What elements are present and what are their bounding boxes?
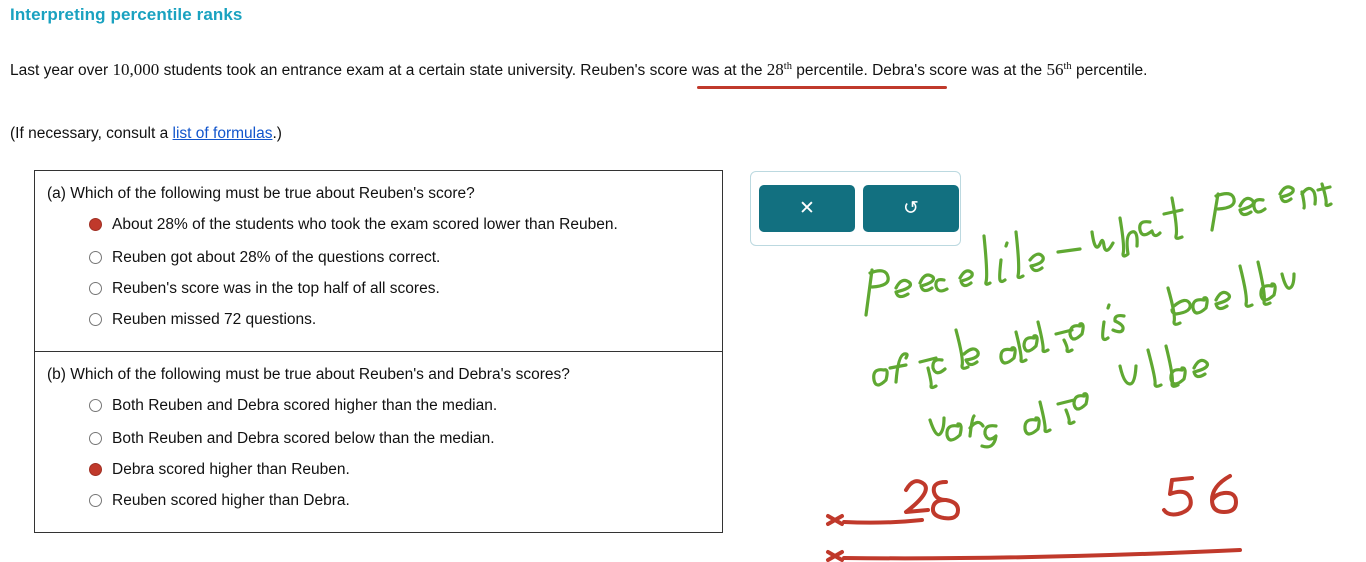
choice-b-1-label: Both Reuben and Debra scored higher than the median. <box>112 396 498 414</box>
question-a-choices <box>47 209 706 335</box>
stem-text-1: Last year over <box>10 62 113 80</box>
question-b-text: Which of the following must be true about Reuben's and Debra's scores? <box>70 366 570 383</box>
choice-b-4-label: Reuben scored higher than Debra. <box>112 491 350 509</box>
formula-note <box>10 125 282 143</box>
choice-a-4[interactable] <box>89 304 706 335</box>
question-a-prompt <box>47 185 706 203</box>
choice-a-2[interactable] <box>89 242 706 273</box>
radio-icon[interactable] <box>89 251 102 264</box>
stem-text-2: students took an entrance exam at a certain state university. Reuben's score was at the <box>159 62 767 80</box>
formula-note-before: (If necessary, consult a <box>10 125 173 142</box>
stem-number-debra: 56 <box>1046 60 1064 80</box>
stem-ordinal-1: th <box>783 61 792 72</box>
stem-number-reuben: 28 <box>766 60 784 80</box>
radio-icon[interactable] <box>89 282 102 295</box>
radio-icon[interactable] <box>89 494 102 507</box>
undo-icon: ↺ <box>903 198 919 219</box>
stem-ordinal-2: th <box>1063 61 1072 72</box>
choice-a-3[interactable] <box>89 273 706 304</box>
page-title: Interpreting percentile ranks <box>10 5 243 24</box>
radio-icon[interactable] <box>89 432 102 445</box>
list-of-formulas-link[interactable]: list of formulas <box>172 125 273 142</box>
choice-b-2-label: Both Reuben and Debra scored below than the median. <box>112 429 495 447</box>
question-b-choices <box>47 390 706 516</box>
stem-text-3: percentile. Debra's score was at the <box>791 62 1047 80</box>
radio-icon[interactable] <box>89 218 102 231</box>
question-b <box>35 351 722 532</box>
choice-a-1[interactable] <box>89 209 706 240</box>
choice-a-3-label: Reuben's score was in the top half of all scores. <box>112 279 440 297</box>
choice-a-1-label: About 28% of the students who took the exam scored lower than Reuben. <box>112 215 618 233</box>
scratchpad-toolbar <box>750 171 961 246</box>
choice-b-3[interactable] <box>89 454 706 485</box>
question-b-label: (b) <box>47 366 66 383</box>
radio-icon[interactable] <box>89 399 102 412</box>
question-a <box>35 171 722 351</box>
choice-b-3-label: Debra scored higher than Reuben. <box>112 460 350 478</box>
stem-number-total: 10,000 <box>112 60 160 80</box>
question-b-prompt <box>47 366 706 384</box>
close-icon: ✕ <box>799 198 815 219</box>
radio-icon[interactable] <box>89 463 102 476</box>
radio-icon[interactable] <box>89 313 102 326</box>
stem-text-4: percentile. <box>1071 62 1148 80</box>
choice-b-4[interactable] <box>89 485 706 516</box>
choice-b-2[interactable] <box>89 423 706 454</box>
questions-container <box>34 170 723 533</box>
formula-note-after: .) <box>272 125 282 142</box>
red-underline-annotation <box>697 86 947 89</box>
undo-button[interactable] <box>863 185 959 232</box>
choice-b-1[interactable] <box>89 390 706 421</box>
question-a-text: Which of the following must be true about Reuben's score? <box>70 185 475 202</box>
problem-statement <box>10 52 1340 86</box>
choice-a-2-label: Reuben got about 28% of the questions correct. <box>112 248 441 266</box>
choice-a-4-label: Reuben missed 72 questions. <box>112 310 317 328</box>
question-a-label: (a) <box>47 185 66 202</box>
clear-button[interactable] <box>759 185 855 232</box>
